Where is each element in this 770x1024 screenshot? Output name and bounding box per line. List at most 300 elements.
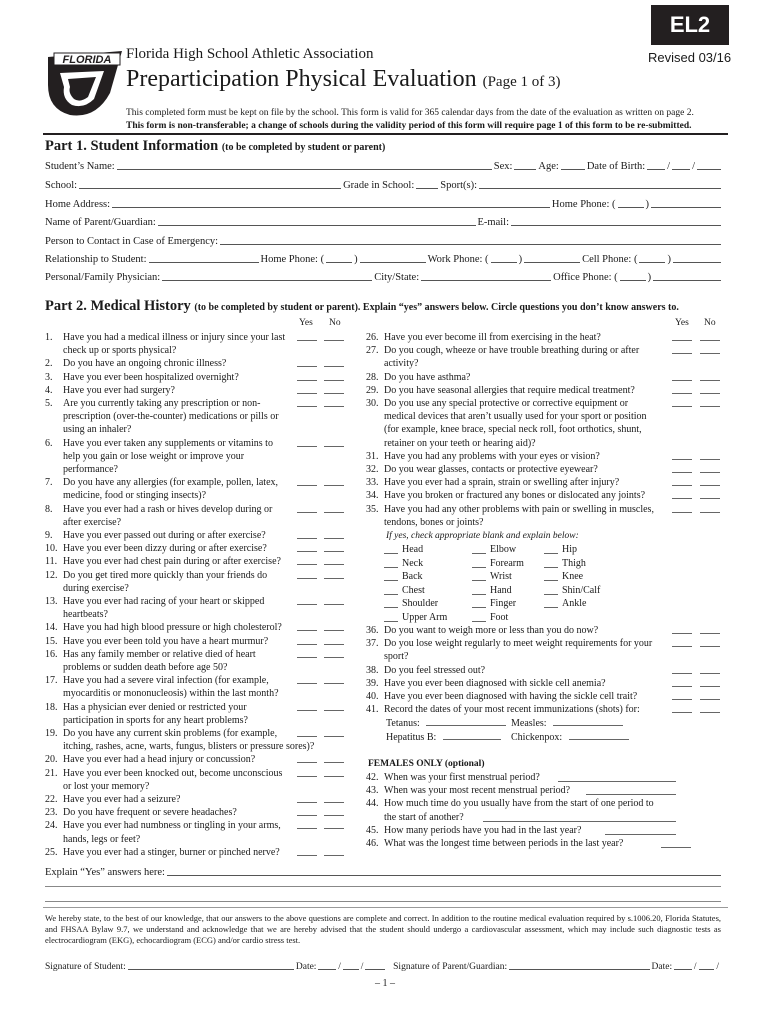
explain-field-3[interactable]: [45, 901, 721, 902]
body-part-label: Head: [402, 544, 424, 555]
question-number: 1.: [45, 332, 53, 343]
part2-heading: [45, 298, 679, 315]
question-text: hands, legs or feet?: [63, 833, 141, 845]
question-text: (for example, knee brace, special neck roll, foot orthotics, shunt,: [384, 424, 642, 436]
yes-answer-blank[interactable]: [672, 646, 692, 647]
question-text: Have you ever had surgery?: [63, 384, 175, 396]
no-answer-blank[interactable]: [324, 802, 344, 803]
body-parts-prompt: If yes, check appropriate blank and explain below:: [386, 531, 579, 541]
page-indicator: (Page 1 of 3): [482, 74, 561, 90]
yes-answer-blank[interactable]: [297, 366, 317, 367]
immunization-chickenpox: [511, 731, 629, 744]
question-text: Have you ever had numbness or tingling in your arms,: [63, 820, 281, 832]
body-parts-grid: [384, 543, 644, 625]
slash: /: [716, 962, 720, 972]
body-part-check[interactable]: [384, 594, 398, 595]
dob-day-field[interactable]: [672, 168, 690, 170]
no-answer-blank[interactable]: [324, 630, 344, 631]
yes-answer-blank[interactable]: [297, 828, 317, 829]
yes-answer-blank[interactable]: [672, 699, 692, 700]
student-name-field[interactable]: [117, 168, 492, 170]
slash: /: [360, 962, 364, 972]
question-number: 36.: [366, 625, 379, 636]
no-answer-blank[interactable]: [324, 855, 344, 856]
no-answer-blank[interactable]: [324, 406, 344, 407]
question-text: When was your most recent menstrual period?: [384, 785, 571, 797]
part2-title: Part 2. Medical History: [45, 298, 191, 314]
body-part-check[interactable]: [544, 553, 558, 554]
question-text: Have you ever been dizzy during or after exercise?: [63, 543, 267, 555]
no-answer-blank[interactable]: [324, 604, 344, 605]
question-number: 12.: [45, 569, 58, 581]
yes-answer-blank[interactable]: [297, 340, 317, 341]
yes-answer-blank[interactable]: [297, 802, 317, 803]
no-answer-blank[interactable]: [700, 340, 720, 341]
question-text: When was your first menstrual period?: [384, 772, 540, 783]
date1-year[interactable]: [365, 968, 385, 970]
body-part-label: Thigh: [562, 557, 586, 569]
no-answer-blank[interactable]: [700, 393, 720, 394]
home-address-field[interactable]: [112, 206, 550, 208]
no-answer-blank[interactable]: [700, 406, 720, 407]
question-number: 14.: [45, 622, 58, 634]
answer-field[interactable]: [483, 821, 676, 822]
label-home-phone-2: Home Phone: (: [260, 254, 325, 265]
yes-answer-blank[interactable]: [297, 512, 317, 513]
yes-answer-blank[interactable]: [297, 644, 317, 645]
physician-field[interactable]: [162, 279, 372, 281]
body-part-check[interactable]: [472, 621, 486, 622]
question-text: or lost your memory?: [63, 780, 150, 792]
label-parent: Name of Parent/Guardian:: [45, 217, 156, 228]
question-number: 46.: [366, 838, 379, 849]
label-measles: Measles:: [511, 718, 547, 729]
question-number: 33.: [366, 477, 379, 489]
yes-answer-blank[interactable]: [672, 459, 692, 460]
answer-field[interactable]: [605, 834, 676, 835]
question-text: Do you have asthma?: [384, 371, 471, 383]
females-questions: [366, 771, 726, 861]
question-number: 25.: [45, 846, 58, 858]
question-text: help you gain or lose weight or improve your: [63, 450, 245, 462]
body-part-check[interactable]: [472, 594, 486, 595]
right-question-column-2: [366, 624, 726, 724]
question-number: 23.: [45, 807, 58, 819]
body-part-check[interactable]: [384, 621, 398, 622]
question-text: Have you ever had chest pain during or after exercise?: [63, 556, 281, 568]
question-number: 20.: [45, 754, 58, 766]
yes-answer-blank[interactable]: [297, 393, 317, 394]
question-text: prescription (over-the-counter) medications or pills or: [63, 411, 279, 423]
no-answer-blank[interactable]: [700, 699, 720, 700]
no-answer-blank[interactable]: [324, 538, 344, 539]
question-text: Have you had any other problems with pain or swelling in muscles,: [384, 503, 654, 515]
explain-field-2[interactable]: [45, 886, 721, 887]
label-date-1: Date:: [295, 962, 317, 972]
question-text: using an inhaler?: [63, 424, 132, 436]
question-text: Have you had high blood pressure or high cholesterol?: [63, 622, 282, 634]
right-yes-header: Yes: [675, 318, 689, 328]
yes-answer-blank[interactable]: [297, 762, 317, 763]
date1-month[interactable]: [318, 968, 336, 970]
body-part-check[interactable]: [384, 553, 398, 554]
no-answer-blank[interactable]: [324, 657, 344, 658]
question-number: 15.: [45, 635, 58, 647]
yes-answer-blank[interactable]: [672, 512, 692, 513]
body-part-check[interactable]: [472, 553, 486, 554]
grade-field[interactable]: [416, 187, 438, 189]
no-answer-blank[interactable]: [324, 762, 344, 763]
body-part-label: Shoulder: [402, 598, 439, 610]
yes-answer-blank[interactable]: [672, 498, 692, 499]
yes-answer-blank[interactable]: [672, 712, 692, 713]
question-number: 21.: [45, 767, 58, 779]
yes-answer-blank[interactable]: [297, 578, 317, 579]
no-answer-blank[interactable]: [700, 633, 720, 634]
question-number: 30.: [366, 398, 379, 409]
yes-answer-blank[interactable]: [672, 393, 692, 394]
yes-answer-blank[interactable]: [297, 406, 317, 407]
sports-field[interactable]: [479, 187, 721, 189]
cell-area-field[interactable]: [639, 261, 665, 263]
label-home-phone: Home Phone: (: [551, 199, 616, 210]
yes-answer-blank[interactable]: [297, 815, 317, 816]
question-text: Have you ever had a sprain, strain or swelling after injury?: [384, 477, 620, 489]
office-area-field[interactable]: [620, 279, 646, 281]
question-text: performance?: [63, 464, 118, 475]
question-number: 32.: [366, 464, 379, 475]
yes-answer-blank[interactable]: [297, 538, 317, 539]
student-signature-field[interactable]: [128, 968, 294, 970]
label-age: Age:: [538, 161, 559, 172]
no-answer-blank[interactable]: [324, 578, 344, 579]
question-number: 39.: [366, 677, 379, 689]
dob-month-field[interactable]: [647, 168, 665, 170]
label-sex: Sex:: [493, 161, 513, 172]
body-part-check[interactable]: [472, 607, 486, 608]
emergency-contact-field[interactable]: [220, 243, 721, 245]
no-answer-blank[interactable]: [700, 380, 720, 381]
part1-heading: [45, 138, 385, 155]
body-part-check[interactable]: [544, 580, 558, 581]
fhsaa-logo: [44, 47, 126, 119]
immunization-hepatitis: [386, 731, 501, 744]
body-part-check[interactable]: [544, 594, 558, 595]
yes-answer-blank[interactable]: [672, 353, 692, 354]
body-part-label: Back: [402, 571, 423, 583]
question-text: Do you have frequent or severe headaches?: [63, 807, 237, 819]
yes-answer-blank[interactable]: [297, 776, 317, 777]
section-divider: [43, 133, 728, 135]
yes-answer-blank[interactable]: [672, 633, 692, 634]
question-number: 41.: [366, 704, 379, 716]
form-code-badge: [651, 5, 729, 45]
row-relationship: [45, 251, 723, 265]
question-text: Have you ever had a rash or hives develop during or: [63, 503, 273, 515]
body-part-check[interactable]: [384, 607, 398, 608]
age-field[interactable]: [561, 168, 585, 170]
question-number: 42.: [366, 772, 379, 783]
label-city-state: City/State:: [374, 272, 420, 283]
question-number: 4.: [45, 384, 53, 396]
question-text: Do you have any current skin problems (for example,: [63, 728, 278, 739]
yes-answer-blank[interactable]: [672, 673, 692, 674]
row-parent: [45, 214, 723, 228]
question-text: Do you have seasonal allergies that require medical treatment?: [384, 384, 635, 396]
yes-answer-blank[interactable]: [672, 406, 692, 407]
question-text: Do you want to weigh more or less than you do now?: [384, 625, 599, 636]
yes-answer-blank[interactable]: [297, 380, 317, 381]
label-explain: Explain “Yes” answers here:: [45, 867, 165, 878]
explain-field-1[interactable]: [167, 874, 721, 876]
paren: ): [518, 254, 523, 265]
question-number: 35.: [366, 503, 379, 515]
slash: /: [338, 962, 341, 972]
association-name: Florida High School Athletic Association: [126, 46, 374, 62]
right-no-header: No: [704, 318, 716, 328]
no-answer-blank[interactable]: [700, 673, 720, 674]
footer-divider: [43, 907, 728, 908]
date1-day[interactable]: [343, 968, 359, 970]
no-answer-blank[interactable]: [700, 712, 720, 713]
question-number: 5.: [45, 398, 53, 409]
question-text: How many periods have you had in the last year?: [384, 824, 582, 836]
question-text: problems or sudden death before age 50?: [63, 662, 228, 673]
question-number: 3.: [45, 371, 53, 383]
question-text: medicine, food or stinging insects)?: [63, 490, 207, 502]
no-answer-blank[interactable]: [324, 815, 344, 816]
question-number: 8.: [45, 503, 53, 515]
question-text: Has any family member or relative died of heart: [63, 648, 256, 660]
emergency-home-area-field[interactable]: [326, 261, 352, 263]
slash: /: [692, 161, 695, 172]
sex-field[interactable]: [514, 168, 536, 170]
body-part-label: Knee: [562, 571, 584, 583]
label-tetanus: Tetanus:: [386, 718, 420, 729]
question-number: 10.: [45, 543, 58, 555]
question-number: 24.: [45, 820, 58, 832]
body-part-check[interactable]: [384, 580, 398, 581]
label-physician: Personal/Family Physician:: [45, 272, 161, 283]
label-chickenpox: Chickenpox:: [511, 732, 563, 743]
label-home-address: Home Address:: [45, 199, 111, 210]
yes-answer-blank[interactable]: [672, 472, 692, 473]
question-text: Have you ever been knocked out, become unconscious: [63, 767, 283, 779]
no-answer-blank[interactable]: [324, 512, 344, 513]
question-number: 29.: [366, 384, 379, 396]
question-text: Do you wear glasses, contacts or protective eyewear?: [384, 464, 598, 475]
question-text: sport?: [384, 651, 409, 663]
answer-field[interactable]: [558, 781, 676, 782]
no-answer-blank[interactable]: [324, 551, 344, 552]
date2-day[interactable]: [699, 968, 715, 970]
yes-answer-blank[interactable]: [672, 340, 692, 341]
no-answer-blank[interactable]: [324, 366, 344, 367]
question-text: Do you feel stressed out?: [384, 664, 486, 676]
home-phone-area-field[interactable]: [618, 206, 644, 208]
yes-answer-blank[interactable]: [297, 551, 317, 552]
question-number: 17.: [45, 675, 58, 687]
question-text: participation in sports for any heart problems?: [63, 714, 248, 726]
no-answer-blank[interactable]: [700, 512, 720, 513]
body-part-label: Forearm: [490, 557, 524, 569]
no-answer-blank[interactable]: [324, 340, 344, 341]
yes-answer-blank[interactable]: [297, 657, 317, 658]
home-phone-field[interactable]: [651, 206, 721, 208]
row-address: [45, 196, 723, 210]
relationship-field[interactable]: [149, 261, 259, 263]
no-answer-blank[interactable]: [700, 472, 720, 473]
body-part-label: Hand: [490, 584, 512, 596]
question-number: 37.: [366, 638, 379, 650]
question-text: Has a physician ever denied or restricted your: [63, 701, 247, 713]
no-answer-blank[interactable]: [324, 644, 344, 645]
yes-answer-blank[interactable]: [297, 564, 317, 565]
slash: /: [667, 161, 671, 172]
label-work-phone: Work Phone: (: [427, 254, 489, 265]
row-school: [45, 177, 723, 191]
question-number: 19.: [45, 728, 58, 739]
question-text: How much time do you usually have from the start of one period to: [384, 798, 654, 810]
form-title: [126, 66, 560, 93]
row-explain: [45, 864, 723, 878]
question-number: 16.: [45, 648, 58, 660]
no-answer-blank[interactable]: [324, 736, 344, 737]
parent-signature-field[interactable]: [509, 968, 649, 970]
city-state-field[interactable]: [421, 279, 551, 281]
immunization-tetanus: [386, 717, 506, 730]
answer-field[interactable]: [586, 794, 676, 795]
office-phone-field[interactable]: [653, 279, 721, 281]
question-text: medical devices that aren’t usually used for your sport or position: [384, 411, 647, 423]
no-answer-blank[interactable]: [324, 564, 344, 565]
cell-phone-field[interactable]: [673, 261, 721, 263]
body-part-check[interactable]: [544, 607, 558, 608]
question-text: Have you ever been diagnosed with sickle cell anemia?: [384, 677, 606, 689]
notice-line-2: This form is non-transferable; a change of schools during the validity period of this form will require page 1 of this form to be re-submitted.: [126, 120, 692, 131]
yes-answer-blank[interactable]: [297, 630, 317, 631]
no-answer-blank[interactable]: [700, 353, 720, 354]
emergency-home-phone-field[interactable]: [360, 261, 426, 263]
question-number: 40.: [366, 691, 379, 702]
yes-answer-blank[interactable]: [297, 604, 317, 605]
validity-notice: [126, 107, 694, 132]
question-text: Do you use any special protective or corrective equipment or: [384, 398, 629, 409]
question-text: after exercise?: [63, 516, 122, 528]
yes-answer-blank[interactable]: [672, 686, 692, 687]
row-student-name: [45, 158, 723, 172]
no-answer-blank[interactable]: [324, 485, 344, 486]
tetanus-field[interactable]: [426, 725, 506, 726]
question-text: Have you had any problems with your eyes or vision?: [384, 450, 600, 462]
no-answer-blank[interactable]: [324, 710, 344, 711]
question-text: Have you had a medical illness or injury since your last: [63, 332, 286, 343]
body-part-check[interactable]: [472, 580, 486, 581]
no-answer-blank[interactable]: [700, 485, 720, 486]
page-number: – 1 –: [375, 978, 395, 989]
parent-name-field[interactable]: [158, 224, 476, 226]
immunization-measles: [511, 717, 623, 730]
no-answer-blank[interactable]: [324, 776, 344, 777]
work-phone-field[interactable]: [524, 261, 580, 263]
yes-answer-blank[interactable]: [297, 683, 317, 684]
question-number: 7.: [45, 477, 53, 489]
yes-answer-blank[interactable]: [297, 446, 317, 447]
no-answer-blank[interactable]: [700, 498, 720, 499]
hepatitis-field[interactable]: [443, 739, 501, 740]
chickenpox-field[interactable]: [569, 739, 629, 740]
question-text: activity?: [384, 358, 419, 370]
question-text: Have you ever passed out during or after exercise?: [63, 530, 266, 541]
no-answer-blank[interactable]: [700, 686, 720, 687]
part2-subtitle: (to be completed by student or parent). Explain “yes” answers below. Circle questions you don’t know answers to.: [194, 302, 679, 313]
body-part-label: Upper Arm: [402, 612, 448, 623]
left-yes-header: Yes: [299, 318, 313, 328]
body-part-label: Wrist: [490, 571, 512, 583]
no-answer-blank[interactable]: [324, 393, 344, 394]
left-no-header: No: [329, 318, 341, 328]
form-title-text: Preparticipation Physical Evaluation: [126, 66, 477, 92]
no-answer-blank[interactable]: [324, 380, 344, 381]
answer-field[interactable]: [661, 847, 691, 848]
question-number: 13.: [45, 596, 58, 607]
dob-year-field[interactable]: [697, 168, 721, 170]
body-part-label: Elbow: [490, 544, 517, 555]
left-question-column: [45, 331, 360, 861]
question-text: Have you ever had a seizure?: [63, 794, 181, 805]
question-text: check up or sports physical?: [63, 345, 177, 357]
question-text: Have you ever had racing of your heart or skipped: [63, 596, 265, 607]
yes-answer-blank[interactable]: [672, 380, 692, 381]
yes-answer-blank[interactable]: [297, 736, 317, 737]
body-part-check[interactable]: [472, 567, 486, 568]
measles-field[interactable]: [553, 725, 623, 726]
yes-answer-blank[interactable]: [297, 485, 317, 486]
school-field[interactable]: [79, 187, 341, 189]
question-text: Do you cough, wheeze or have trouble breathing during or after: [384, 345, 640, 357]
question-text: Do you have an ongoing chronic illness?: [63, 358, 227, 370]
label-hepatitis: Hepatitus B:: [386, 732, 437, 743]
notice-line-1: This completed form must be kept on file by the school. This form is valid for 365 calendar days from the date of the evaluation as written on page 2.: [126, 108, 694, 118]
no-answer-blank[interactable]: [700, 646, 720, 647]
yes-answer-blank[interactable]: [672, 485, 692, 486]
question-number: 9.: [45, 530, 53, 541]
question-text: Are you currently taking any prescription or non-: [63, 398, 261, 409]
yes-answer-blank[interactable]: [297, 855, 317, 856]
right-question-column: [366, 331, 726, 531]
email-field[interactable]: [511, 224, 721, 226]
question-text: Have you ever had a stinger, burner or pinched nerve?: [63, 846, 280, 858]
body-part-label: Neck: [402, 557, 424, 569]
no-answer-blank[interactable]: [700, 459, 720, 460]
question-number: 22.: [45, 794, 58, 805]
work-area-field[interactable]: [491, 261, 517, 263]
body-part-label: Shin/Calf: [562, 584, 601, 596]
no-answer-blank[interactable]: [324, 828, 344, 829]
yes-answer-blank[interactable]: [297, 710, 317, 711]
body-part-check[interactable]: [544, 567, 558, 568]
part1-subtitle: (to be completed by student or parent): [221, 142, 386, 153]
date2-month[interactable]: [674, 968, 692, 970]
no-answer-blank[interactable]: [324, 446, 344, 447]
row-physician: [45, 269, 723, 283]
question-text: Have you had a severe viral infection (for example,: [63, 675, 269, 687]
row-signatures: [45, 958, 723, 972]
question-text: Have you ever been diagnosed with having the sickle cell trait?: [384, 691, 638, 702]
no-answer-blank[interactable]: [324, 683, 344, 684]
question-text: itching, rashes, acne, warts, fungus, blisters or pressure sores)?: [63, 741, 315, 753]
body-part-check[interactable]: [384, 567, 398, 568]
